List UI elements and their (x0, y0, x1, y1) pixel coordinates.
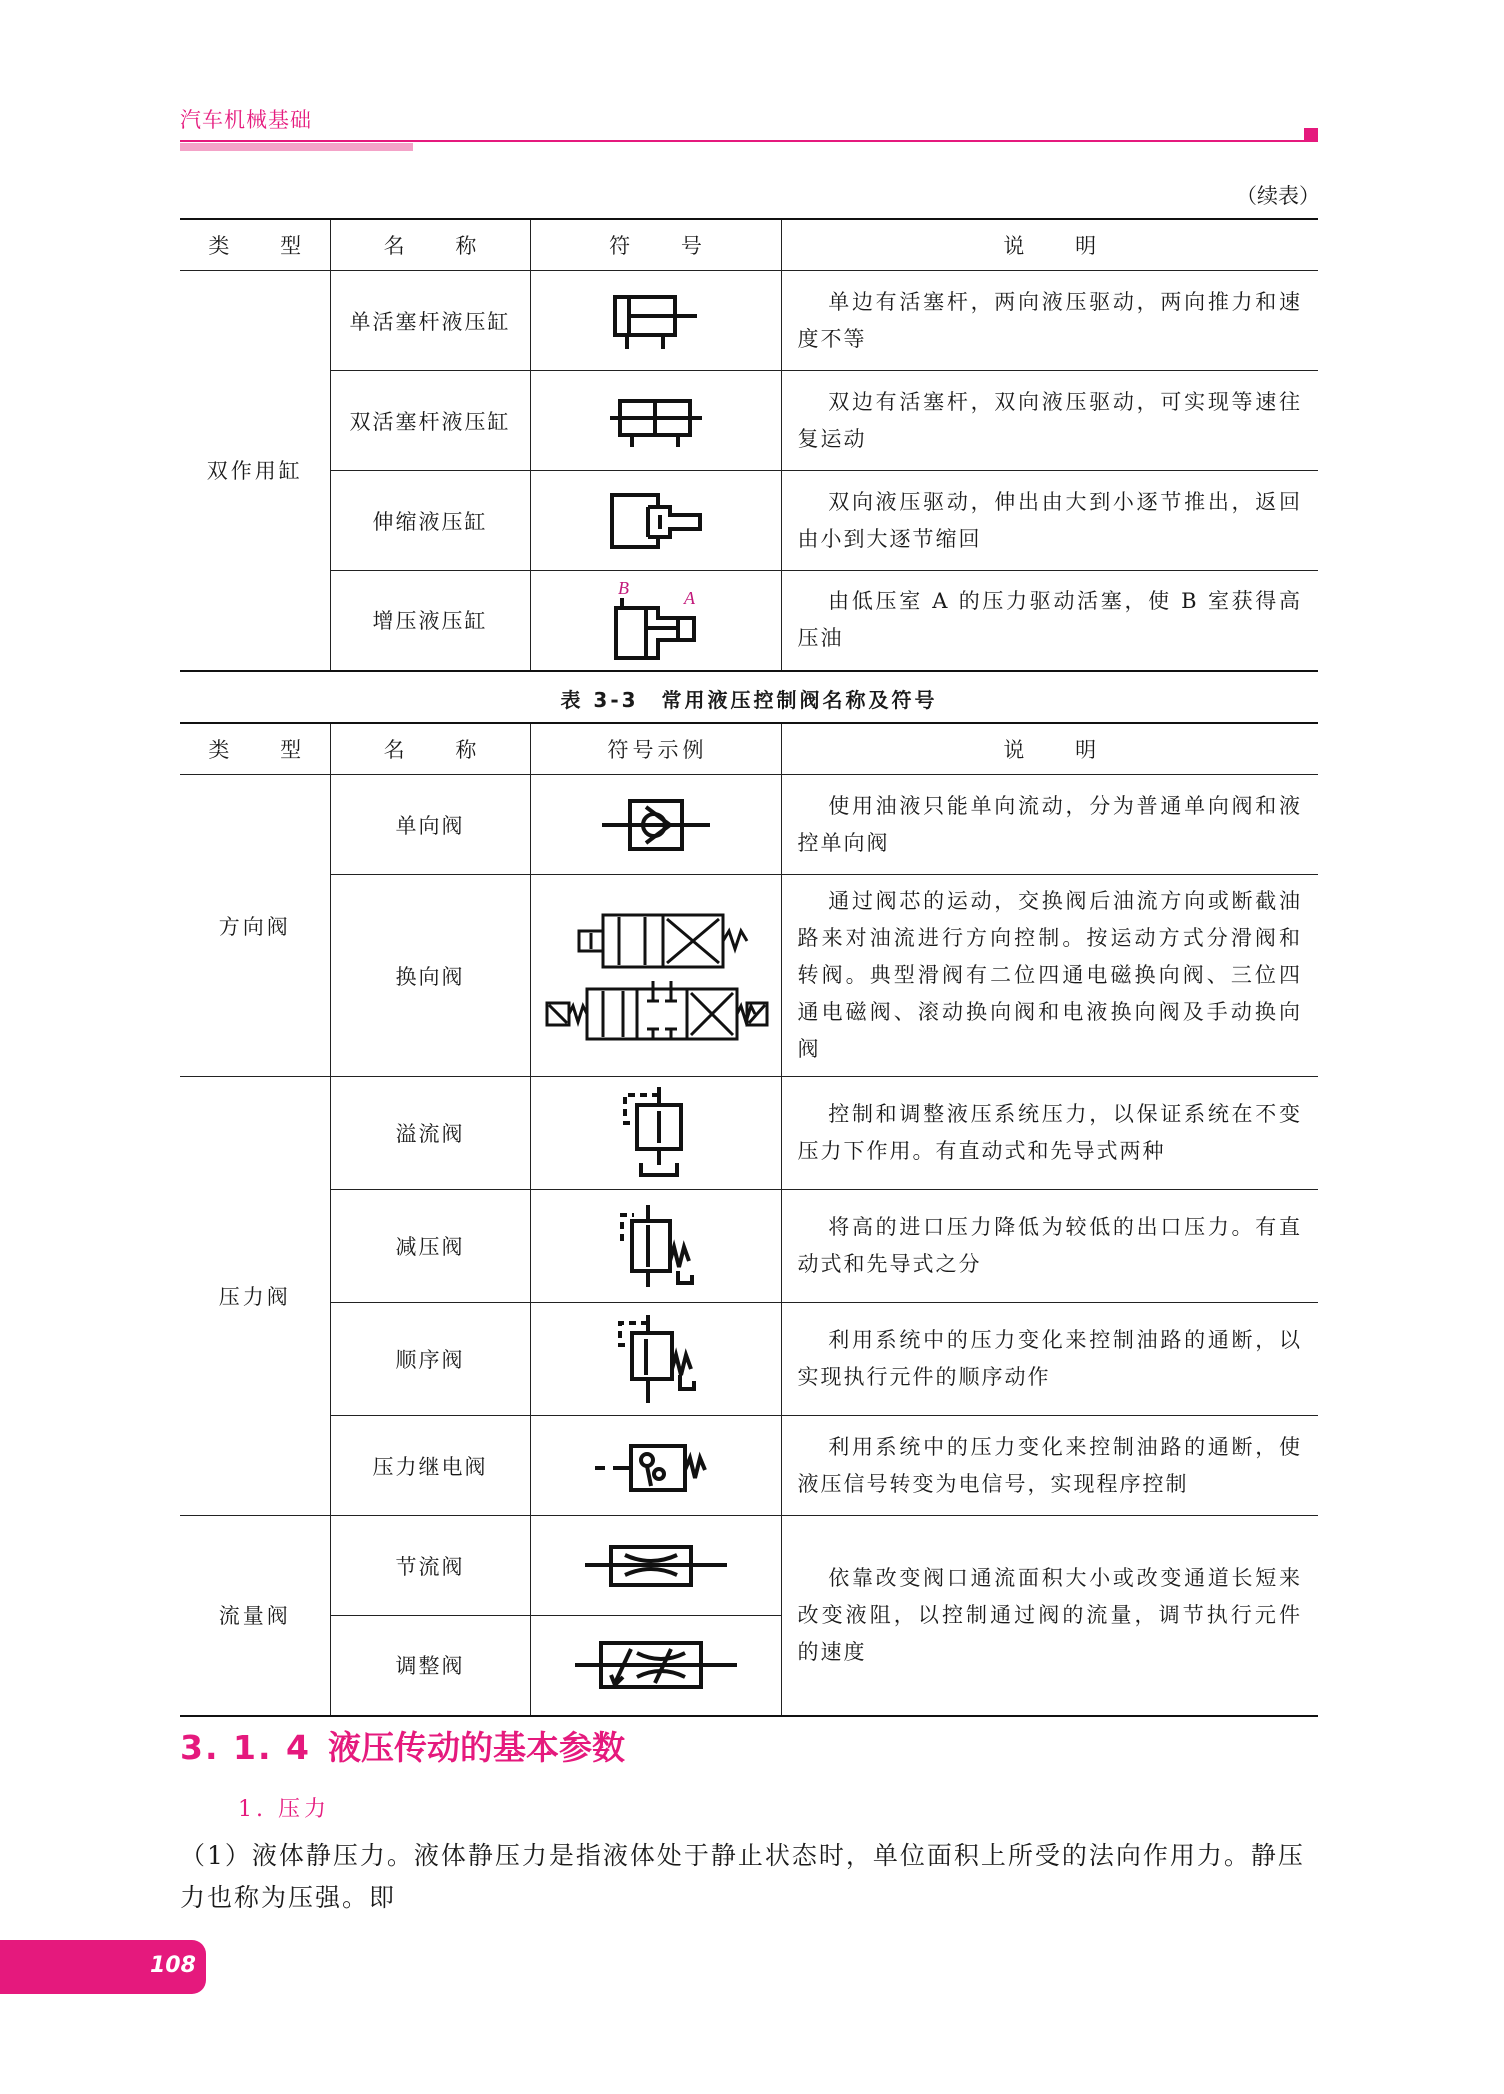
table-row (180, 1516, 1318, 1616)
throttle-valve-icon (530, 1516, 781, 1616)
relief-valve-icon (530, 1077, 781, 1190)
col-header-type: 类 型 (180, 219, 330, 271)
desc-cell: 控制和调整液压系统压力，以保证系统在不变压力下作用。有直动式和先导式两种 (781, 1077, 1318, 1190)
single-rod-cylinder-icon (530, 271, 781, 371)
page-number: 108 (150, 1953, 196, 1978)
desc-cell: 将高的进口压力降低为较低的出口压力。有直动式和先导式之分 (781, 1190, 1318, 1303)
table-row (180, 471, 1318, 571)
table-row (180, 1190, 1318, 1303)
name-cell: 调整阀 (330, 1616, 530, 1716)
table-row (180, 1416, 1318, 1516)
directional-valve-icon (530, 875, 781, 1077)
section-number: 3. 1. 4 (180, 1728, 311, 1767)
category-cell: 压力阀 (180, 1077, 330, 1516)
table-caption: 表 3-3 常用液压控制阀名称及符号 (560, 688, 938, 712)
category-cell: 流量阀 (180, 1516, 330, 1716)
table-row (180, 1077, 1318, 1190)
category-cell: 方向阀 (180, 775, 330, 1077)
label-a: A (683, 588, 695, 609)
name-cell: 顺序阀 (330, 1303, 530, 1416)
table-row (180, 371, 1318, 471)
reducing-valve-icon (530, 1190, 781, 1303)
desc-cell: 利用系统中的压力变化来控制油路的通断，以实现执行元件的顺序动作 (781, 1303, 1318, 1416)
table-row (180, 271, 1318, 371)
header-accent-bar (180, 143, 413, 151)
col-header-name: 名 称 (330, 723, 530, 775)
adjustable-valve-icon (530, 1616, 781, 1716)
continued-label: （续表） (1236, 184, 1320, 208)
table-row (180, 775, 1318, 875)
section-title (180, 1722, 625, 1769)
name-cell: 减压阀 (330, 1190, 530, 1303)
check-valve-icon (530, 775, 781, 875)
valve-table (180, 722, 1318, 1717)
col-header-type: 类 型 (180, 723, 330, 775)
desc-cell: 依靠改变阀口通流面积大小或改变通道长短来改变液阻，以控制通过阀的流量，调节执行元件的速度 (781, 1516, 1318, 1716)
sequence-valve-icon (530, 1303, 781, 1416)
body-paragraph: （1）液体静压力。液体静压力是指液体处于静止状态时，单位面积上所受的法向作用力。静压力也称为压强。即 (180, 1841, 1305, 1912)
header-rule (180, 140, 1318, 142)
name-cell: 换向阀 (330, 875, 530, 1077)
table-row (180, 571, 1318, 671)
book-title: 汽车机械基础 (180, 108, 312, 132)
name-cell: 压力继电阀 (330, 1416, 530, 1516)
col-header-name: 名 称 (330, 219, 530, 271)
desc-cell: 单边有活塞杆，两向液压驱动，两向推力和速度不等 (781, 271, 1318, 371)
col-header-desc: 说 明 (781, 219, 1318, 271)
table-row (180, 875, 1318, 1077)
double-rod-cylinder-icon (530, 371, 781, 471)
intensifier-cylinder-icon (530, 571, 781, 671)
name-cell: 溢流阀 (330, 1077, 530, 1190)
col-header-symbol: 符号示例 (530, 723, 781, 775)
desc-cell: 利用系统中的压力变化来控制油路的通断，使液压信号转变为电信号，实现程序控制 (781, 1416, 1318, 1516)
desc-cell: 双向液压驱动，伸出由大到小逐节推出，返回由小到大逐节缩回 (781, 471, 1318, 571)
desc-cell: 由低压室 A 的压力驱动活塞，使 B 室获得高压油 (781, 571, 1318, 671)
name-cell: 增压液压缸 (330, 571, 530, 671)
col-header-symbol: 符 号 (530, 219, 781, 271)
telescopic-cylinder-icon (530, 471, 781, 571)
category-cell: 双作用缸 (180, 271, 330, 671)
desc-cell: 使用油液只能单向流动，分为普通单向阀和液控单向阀 (781, 775, 1318, 875)
desc-cell: 通过阀芯的运动，交换阀后油流方向或断截油路来对油流进行方向控制。按运动方式分滑阀和转阀。典型滑阀有二位四通电磁换向阀、三位四通电磁阀、滚动换向阀和电液换向阀及手动换向阀 (781, 875, 1318, 1077)
cylinder-table (180, 218, 1318, 672)
name-cell: 单活塞杆液压缸 (330, 271, 530, 371)
desc-cell: 双边有活塞杆，双向液压驱动，可实现等速往复运动 (781, 371, 1318, 471)
subsection-title: 1. 压力 (238, 1797, 330, 1822)
pressure-relay-icon (530, 1416, 781, 1516)
name-cell: 节流阀 (330, 1516, 530, 1616)
label-b: B (617, 578, 629, 599)
col-header-desc: 说 明 (781, 723, 1318, 775)
name-cell: 双活塞杆液压缸 (330, 371, 530, 471)
section-heading: 液压传动的基本参数 (328, 1728, 625, 1767)
header-square-mark (1304, 128, 1318, 142)
name-cell: 伸缩液压缸 (330, 471, 530, 571)
table-row (180, 1303, 1318, 1416)
name-cell: 单向阀 (330, 775, 530, 875)
